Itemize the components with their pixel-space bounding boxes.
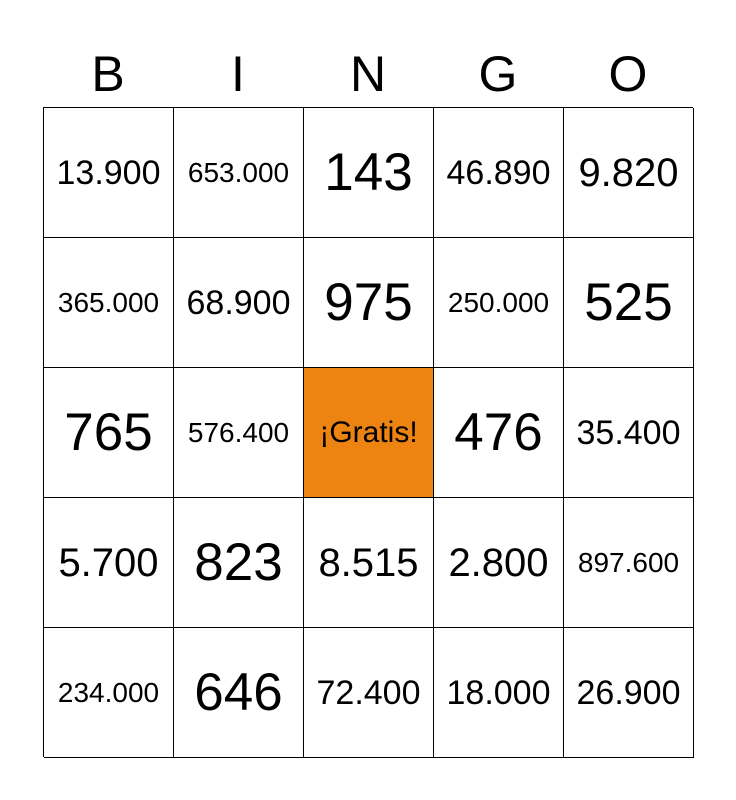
bingo-cell: 897.600 bbox=[564, 498, 694, 628]
bingo-cell: 250.000 bbox=[434, 238, 564, 368]
bingo-cell: 646 bbox=[174, 628, 304, 758]
bingo-cell: 46.890 bbox=[434, 108, 564, 238]
bingo-cell: 234.000 bbox=[44, 628, 174, 758]
bingo-cell: 476 bbox=[434, 368, 564, 498]
header-letter-g: G bbox=[478, 46, 518, 102]
bingo-cell: 576.400 bbox=[174, 368, 304, 498]
bingo-cell: 9.820 bbox=[564, 108, 694, 238]
bingo-cell: 765 bbox=[44, 368, 174, 498]
header-letter-i: I bbox=[231, 46, 245, 102]
header-letter-n: N bbox=[349, 46, 387, 102]
bingo-cell: 72.400 bbox=[304, 628, 434, 758]
bingo-cell: 653.000 bbox=[174, 108, 304, 238]
bingo-cell: 68.900 bbox=[174, 238, 304, 368]
bingo-cell: 2.800 bbox=[434, 498, 564, 628]
bingo-cell: 26.900 bbox=[564, 628, 694, 758]
bingo-cell: 18.000 bbox=[434, 628, 564, 758]
bingo-header bbox=[43, 42, 693, 106]
bingo-cell: 5.700 bbox=[44, 498, 174, 628]
bingo-cell: 525 bbox=[564, 238, 694, 368]
bingo-grid bbox=[43, 107, 693, 757]
bingo-cell: 13.900 bbox=[44, 108, 174, 238]
header-letter-b: B bbox=[91, 46, 125, 102]
bingo-cell: 8.515 bbox=[304, 498, 434, 628]
free-space-cell: ¡Gratis! bbox=[304, 368, 434, 498]
bingo-cell: 35.400 bbox=[564, 368, 694, 498]
bingo-cell: 975 bbox=[304, 238, 434, 368]
bingo-cell: 143 bbox=[304, 108, 434, 238]
bingo-cell: 823 bbox=[174, 498, 304, 628]
header-letter-o: O bbox=[608, 46, 648, 102]
bingo-cell: 365.000 bbox=[44, 238, 174, 368]
